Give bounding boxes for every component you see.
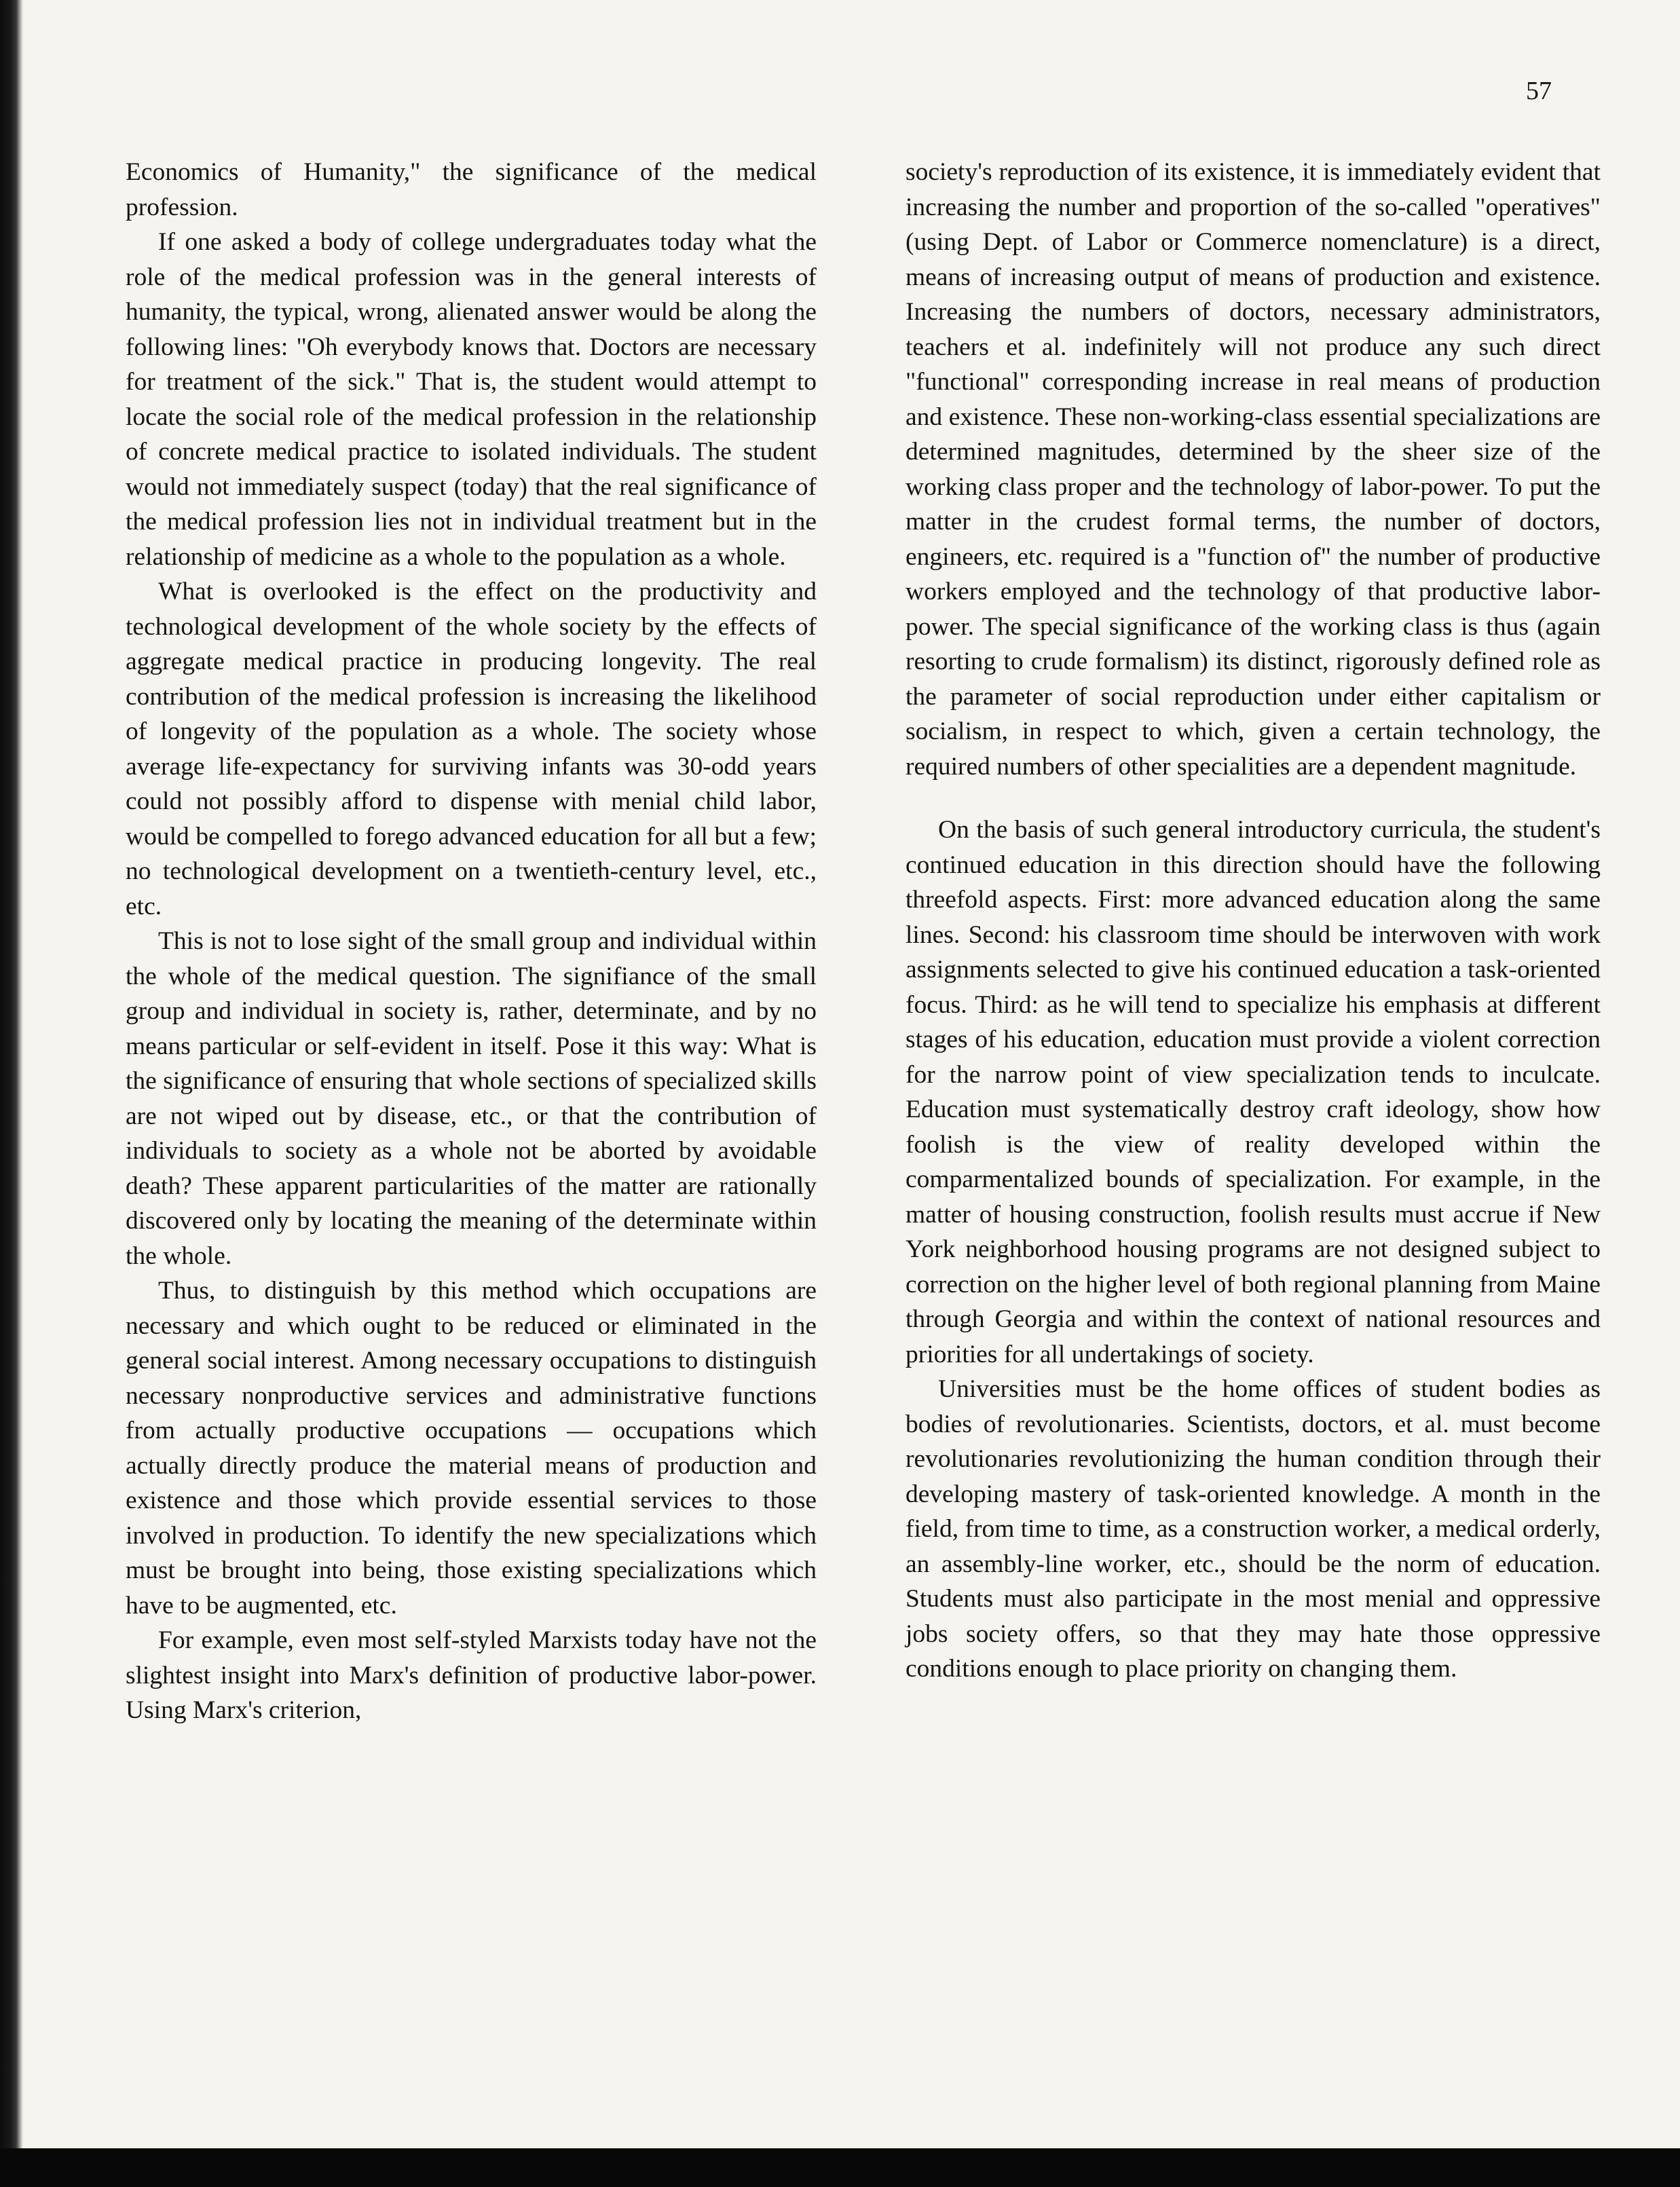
paragraph: On the basis of such general introductory curricula, the student's continued education in this direction should have the following threefold aspects. First: more advanced education along the same lines. Second: his classroom time should be interwoven with work assignments selected to give his continued education a task-oriented focus. Third: as he will tend to specialize his emphasis at different stages of his education, education must provide a violent correction for the narrow point of view specialization tends to inculcate. Education must systematically destroy craft ideology, show how foolish is the view of reality developed within the comparmentalized bounds of specialization. For example, in the matter of housing construction, foolish results must accrue if New York neighborhood housing programs are not designed subject to correction on the higher level of both regional planning from Maine through Georgia and within the context of national resources and priorities for all undertakings of society.: [906, 816, 1601, 1368]
page-number: 57: [1526, 77, 1552, 105]
paragraph: For example, even most self-styled Marxists today have not the slightest insight into Marx's definition of productive labor-power. Using Marx's criterion,: [126, 1626, 817, 1724]
paragraph: Economics of Humanity," the significance of the medical profession.: [126, 158, 817, 221]
paragraph: This is not to lose sight of the small group and individual within the whole of the medical question. The signifiance of the small group and individual in society is, rather, determinate, and by no means particular or self-evident in itself. Pose it this way: What is the significance of ensuring that whole sections of specialized skills are not wiped out by disease, etc., or that the contribution of individuals to society as a whole not be aborted by avoidable death? These apparent particularities of the matter are rationally discovered only by locating the meaning of the determinate within the whole.: [126, 927, 817, 1270]
scan-bottom-edge: [0, 2148, 1680, 2187]
paragraph: If one asked a body of college undergraduates today what the role of the medical profession was in the general interests of humanity, the typical, wrong, alienated answer would be along the following lines: "Oh everybody knows that. Doctors are necessary for treatment of the sick." That is, the student would attempt to locate the social role of the medical profession in the relationship of concrete medical practice to isolated individuals. The student would not immediately suspect (today) that the real significance of the medical profession lies not in individual treatment but in the relationship of medicine as a whole to the population as a whole.: [126, 228, 817, 571]
right-text-column: [906, 155, 1601, 1687]
paragraph: Thus, to distinguish by this method which occupations are necessary and which ought to be reduced or eliminated in the general social interest. Among necessary occupations to distinguish necessary nonproductive services and administrative functions from actually productive occupations — occupations which actually directly produce the material means of production and existence and those which provide essential services to those involved in production. To identify the new specializations which must be brought into being, those existing specializations which have to be augmented, etc.: [126, 1277, 817, 1620]
scan-binding-edge: [0, 0, 23, 2187]
paragraph: What is overlooked is the effect on the productivity and technological development of the whole society by the effects of aggregate medical practice in producing longevity. The real contribution of the medical profession is increasing the likelihood of longevity of the population as a whole. The society whose average life-expectancy for surviving infants was 30-odd years could not possibly afford to dispense with menial child labor, would be compelled to forego advanced education for all but a few; no technological development on a twentieth-century level, etc., etc.: [126, 578, 817, 920]
paragraph: Universities must be the home offices of student bodies as bodies of revolutionaries. Scientists, doctors, et al. must become revolutionaries revolutionizing the human condition through their developing mastery of task-oriented knowledge. A month in the field, from time to time, as a construction worker, a medical orderly, an assembly-line worker, etc., should be the norm of education. Students must also participate in the most menial and oppressive jobs society offers, so that they may hate those oppressive conditions enough to place priority on changing them.: [906, 1375, 1601, 1683]
paragraph: society's reproduction of its existence, it is immediately evident that increasing the number and proportion of the so-called "operatives" (using Dept. of Labor or Commerce nomenclature) is a direct, means of increasing output of means of production and existence. Increasing the numbers of doctors, necessary administrators, teachers et al. indefinitely will not produce any such direct "functional" corresponding increase in real means of production and existence. These non-working-class essential specializations are determined magnitudes, determined by the sheer size of the working class proper and the technology of labor-power. To put the matter in the crudest formal terms, the number of doctors, engineers, etc. required is a "function of" the number of productive workers employed and the technology of that productive labor-power. The special significance of the working class is thus (again resorting to crude formalism) its distinct, rigorously defined role as the parameter of social reproduction under either capitalism or socialism, in respect to which, given a certain technology, the required numbers of other specialities are a dependent magnitude.: [906, 158, 1601, 781]
left-text-column: [126, 155, 817, 1728]
